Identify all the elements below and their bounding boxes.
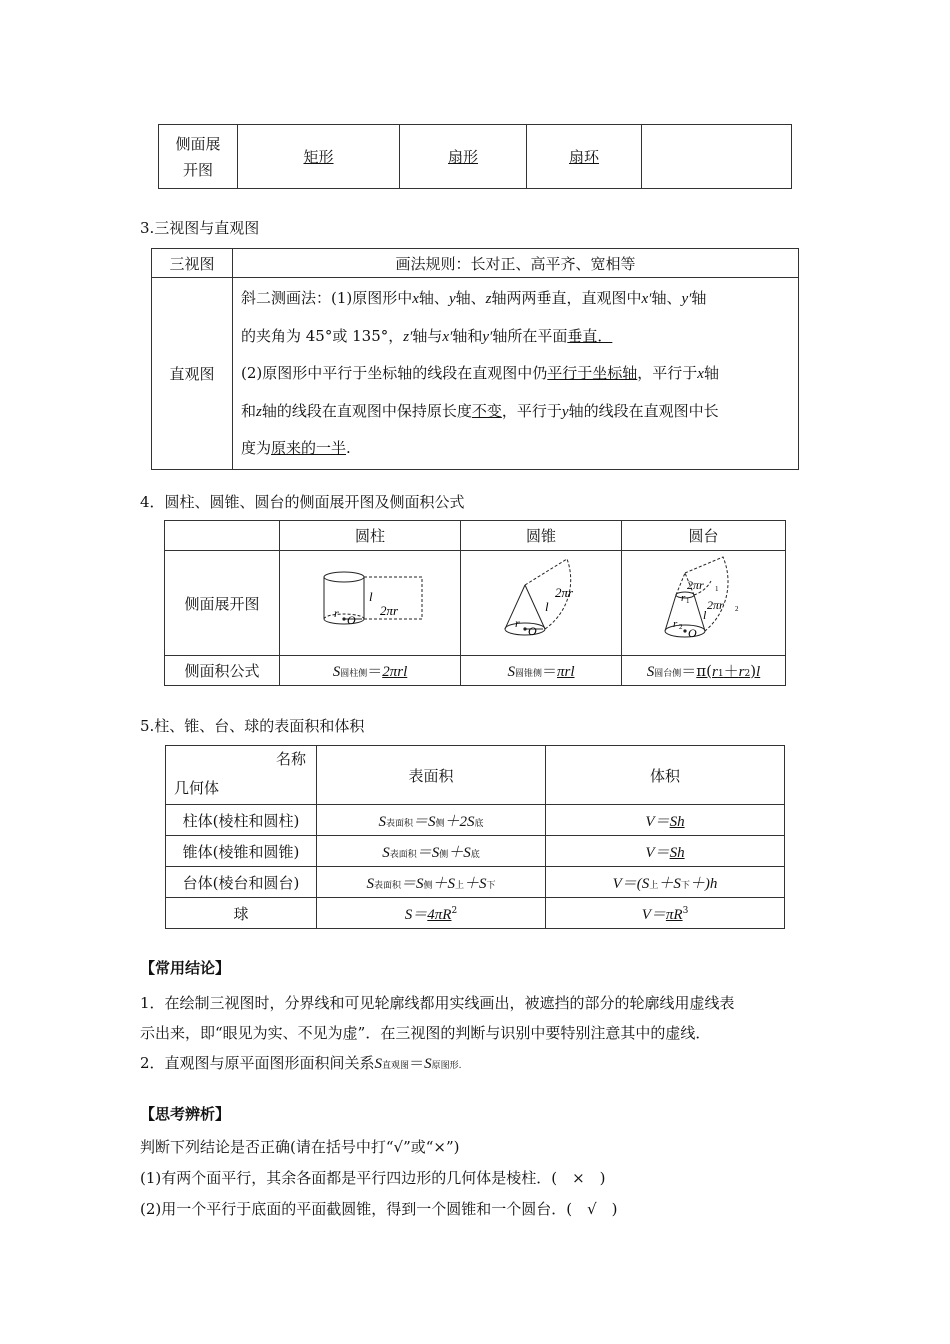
conclusions-body [140, 988, 820, 1081]
formula-part: 3 [682, 905, 689, 916]
formula-part: V＝ [645, 813, 670, 830]
table-row [166, 836, 785, 867]
formula-part: ＝S [416, 844, 440, 861]
cylinder-unfold-figure [280, 551, 461, 656]
cone-l-label: l [545, 599, 549, 614]
formula-part: S [382, 844, 390, 861]
section3-heading: 3.三视图与直观图 [140, 219, 260, 237]
frustum-figure [623, 551, 785, 651]
fr-r2-label: r [672, 618, 677, 630]
formula-part: ＋)h [689, 875, 718, 892]
lateral-area-table [164, 520, 786, 686]
header-volume: 体积 [546, 746, 785, 805]
formula-part: V＝ [645, 844, 670, 861]
cyl-o-label: O [347, 613, 356, 627]
cyl-l-label: l [369, 589, 373, 604]
cone-figure [465, 551, 617, 651]
body-label: 柱体(棱柱和圆柱) [166, 805, 317, 836]
formula-part: ＋S [658, 875, 681, 892]
annulus-text: 扇环 [568, 148, 599, 166]
lateral-unfold-label [159, 125, 238, 189]
think-heading: 【思考辨析】 [140, 1105, 231, 1123]
formula-part: 侧 [435, 818, 445, 829]
fr-sub2b: 2 [678, 623, 682, 631]
formula-part: S [378, 813, 386, 830]
area-volume-rows [166, 805, 785, 929]
header-name: 名称 [275, 750, 306, 768]
header-cylinder: 圆柱 [280, 521, 461, 551]
lateral-unfold-table [158, 124, 792, 189]
formula-part: 2 [451, 905, 458, 916]
area-volume-table [165, 745, 785, 929]
formula-part: 侧 [423, 880, 433, 891]
three-view-label: 三视图 [152, 249, 233, 278]
think-body [140, 1132, 618, 1225]
cylinder-figure [284, 551, 456, 651]
formula-part: Sh [669, 844, 685, 861]
surface-area-formula [317, 898, 546, 929]
cyl-r-label: r [334, 606, 339, 620]
three-view-table [151, 248, 799, 470]
cone-o-label: O [528, 624, 537, 638]
formula-part: ＋S [464, 875, 487, 892]
formula-part: 底 [474, 818, 484, 829]
body-label: 锥体(棱锥和圆锥) [166, 836, 317, 867]
conclusion-1-line2: 示出来，即“眼见为实、不见为虚”．在三视图的判断与识别中要特别注意其中的虚线． [140, 1024, 711, 1042]
header-frustum: 圆台 [622, 521, 786, 551]
formula-part: 上 [455, 880, 465, 891]
formula-part: πR [665, 906, 683, 923]
volume-formula [546, 898, 785, 929]
think-q1: (1)有两个面平行，其余各面都是平行四边形的几何体是棱柱．( × ) [140, 1169, 606, 1187]
volume-formula [546, 805, 785, 836]
header-surface-area: 表面积 [317, 746, 546, 805]
section5-heading: 5.柱、锥、台、球的表面积和体积 [140, 717, 365, 735]
formula-row-label: 侧面积公式 [165, 656, 280, 686]
cyl-2pir-label: 2πr [380, 603, 399, 618]
header-diag-cell [166, 746, 317, 805]
formula-part: ＋2S [444, 813, 475, 830]
cone-formula: S圆锥侧＝πrl [461, 656, 622, 686]
section4-heading: 4．圆柱、圆锥、圆台的侧面展开图及侧面积公式 [140, 493, 465, 511]
formula-part: ＋S [432, 875, 455, 892]
cone-unfold-figure [461, 551, 622, 656]
formula-part: S [366, 875, 374, 892]
fr-sub2: 2 [734, 605, 738, 613]
formula-part: 下 [680, 880, 690, 891]
rule-line3: (2)原图形中平行于坐标轴的线段在直观图中仍平行于坐标轴，平行于x轴 [241, 364, 719, 382]
formula-part: ＝S [400, 875, 424, 892]
formula-part: V＝ [641, 906, 666, 923]
table-row [166, 898, 785, 929]
fr-2pir2-label: 2πr [706, 598, 724, 612]
formula-part: ＋S [448, 844, 471, 861]
intuitive-view-rules [233, 278, 799, 470]
intuitive-view-label: 直观图 [152, 278, 233, 470]
fr-sub1b: 1 [685, 597, 689, 605]
cell-rectangle [238, 125, 400, 189]
rule-line5: 度为原来的一半. [241, 439, 351, 457]
conclusion-1-line1: 1．在绘制三视图时，分界线和可见轮廓线都用实线画出，被遮挡的部分的轮廓线用虚线表 [140, 994, 735, 1012]
rule-line4: 和z轴的线段在直观图中保持原长度不变，平行于y轴的线段在直观图中长 [241, 401, 719, 420]
formula-part: Sh [669, 813, 685, 830]
fr-o-label: O [687, 626, 697, 640]
rule-line1: 斜二测画法：(1)原图形中x轴、y轴、z轴两两垂直，直观图中x′轴、y′轴 [241, 289, 707, 307]
rectangle-text: 矩形 [303, 148, 334, 166]
think-intro: 判断下列结论是否正确(请在括号中打“√”或“×”) [140, 1138, 460, 1156]
formula-part: 表面积 [373, 880, 401, 891]
sector-text: 扇形 [447, 148, 478, 166]
think-q2: (2)用一个平行于底面的平面截圆锥，得到一个圆锥和一个圆台．( √ ) [140, 1200, 618, 1218]
formula-part: 侧 [439, 849, 449, 860]
three-view-rule: 画法规则：长对正、高平齐、宽相等 [233, 249, 799, 278]
header-empty [165, 521, 280, 551]
cone-2pir-label: 2πr [555, 585, 574, 600]
formula-part: S＝ [404, 906, 428, 923]
formula-part: 上 [649, 880, 659, 891]
cell-sector [400, 125, 527, 189]
label-line1: 侧面展 [175, 134, 221, 153]
cell-annulus [527, 125, 642, 189]
fr-l-label: l [702, 608, 706, 622]
volume-formula [546, 836, 785, 867]
formula-part: 4πR [427, 906, 452, 923]
unfold-row-label: 侧面展开图 [165, 551, 280, 656]
formula-part: 表面积 [385, 818, 413, 829]
header-cone: 圆锥 [461, 521, 622, 551]
fr-r1-label: r [680, 592, 685, 604]
cylinder-formula: S圆柱侧＝2πrl [280, 656, 461, 686]
formula-part: V＝(S [612, 875, 650, 892]
cone-r-label: r [515, 616, 520, 630]
body-label: 球 [166, 898, 317, 929]
header-body: 几何体 [174, 779, 220, 797]
surface-area-formula [317, 836, 546, 867]
surface-area-formula [317, 867, 546, 898]
frustum-formula: S圆台侧＝π(r1＋r2)l [622, 656, 786, 686]
formula-part: 下 [486, 880, 496, 891]
table-row [166, 805, 785, 836]
cell-empty [642, 125, 792, 189]
surface-area-formula [317, 805, 546, 836]
formula-part: 表面积 [389, 849, 417, 860]
frustum-unfold-figure [622, 551, 786, 656]
fr-sub1: 1 [714, 585, 718, 593]
formula-part: ＝S [412, 813, 436, 830]
conclusion-2: 2．直观图与原平面图形面积间关系S直观图＝S原图形. [140, 1054, 462, 1072]
conclusions-heading: 【常用结论】 [140, 959, 231, 977]
volume-formula [546, 867, 785, 898]
body-label: 台体(棱台和圆台) [166, 867, 317, 898]
table-row [166, 867, 785, 898]
fr-2pir1-label: 2πr [686, 578, 704, 592]
label-line2: 开图 [182, 160, 213, 179]
formula-part: 底 [470, 849, 480, 860]
rule-line2: 的夹角为 45°或 135°，z′轴与x′轴和y′轴所在平面垂直． [241, 326, 613, 345]
